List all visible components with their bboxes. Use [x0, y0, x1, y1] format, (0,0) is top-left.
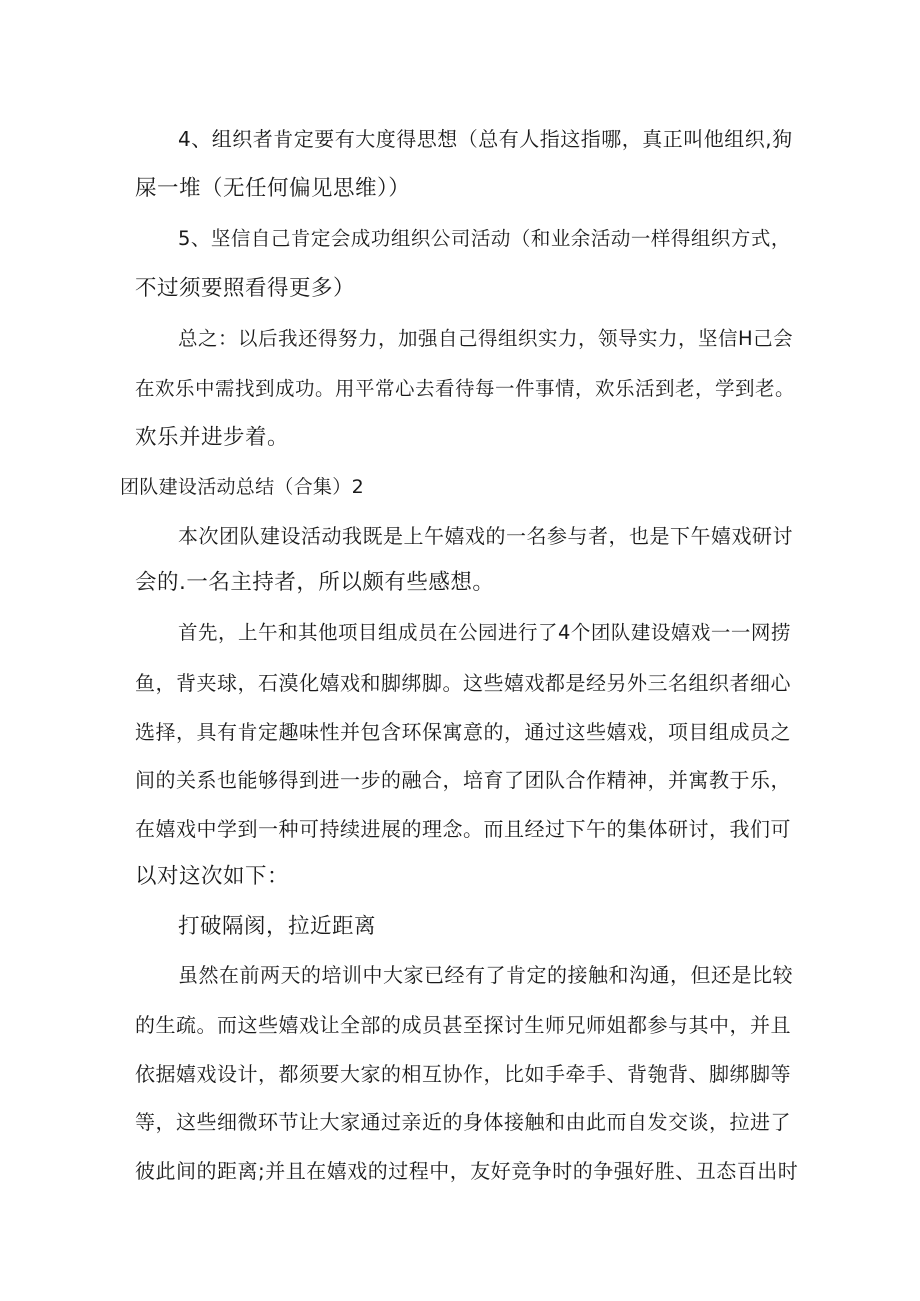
paragraph-line: 欢乐并进步着。: [135, 425, 290, 450]
paragraph-line: 首先，上午和其他项目组成员在公园进行了4个团队建设嬉戏一一网捞: [178, 621, 791, 644]
paragraph-line: 不过须要照看得更多）: [135, 276, 356, 301]
paragraph-line: 在欢乐中需找到成功。用平常心去看待每一件事情，欢乐活到老，学到老。: [135, 377, 796, 400]
paragraph-line: 彼此间的距离;并且在嬉戏的过程中，友好竞争时的争强好胜、丑态百出时: [135, 1159, 799, 1183]
paragraph-line: 鱼，背夹球，石漠化嬉戏和脚绑脚。这些嬉戏都是经另外三名组织者细心: [135, 671, 791, 695]
paragraph-line: 等，这些细微环节让大家通过亲近的身体接触和由此而自发交谈，拉进了: [135, 1110, 791, 1134]
paragraph-line: 本次团队建设活动我既是上午嬉戏的一名参与者，也是下午嬉戏研讨: [178, 524, 793, 548]
subheading-line: 打破隔阂，拉近距离: [178, 914, 377, 939]
paragraph-line: 间的关系也能够得到进一步的融合，培育了团队合作精神，并寓教于乐，: [135, 768, 791, 792]
paragraph-line: 4、组织者肯定要有大度得思想（总有人指这指哪，真正叫他组织,狗: [178, 127, 793, 151]
paragraph-line: 5、坚信自己肯定会成功组织公司活动（和业余活动一样得组织方式，: [178, 227, 791, 250]
paragraph-line: 的生疏。而这些嬉戏让全部的成员甚至探讨生师兄师姐都参与其中，并且: [135, 1013, 791, 1037]
paragraph-line: 以对这次如下：: [135, 864, 290, 889]
section-heading: 团队建设活动总结（合集）2: [120, 476, 364, 498]
paragraph-line: 屎一堆（无任何偏见思维））: [135, 176, 411, 201]
paragraph-line: 会的.一名主持者，所以颇有些感想。: [135, 570, 495, 595]
paragraph-line: 总之：以后我还得努力，加强自己得组织实力，领导实力，坚信H己会: [178, 327, 794, 350]
paragraph-line: 选择，具有肯定趣味性并包含环保寓意的，通过这些嬉戏，项目组成员之: [135, 720, 791, 744]
paragraph-line: 虽然在前两天的培训中大家已经有了肯定的接触和沟通，但还是比较: [178, 963, 793, 987]
paragraph-line: 在嬉戏中学到一种可持续进展的理念。而且经过下午的集体研讨，我们可: [135, 817, 791, 841]
paragraph-line: 依据嬉戏设计，都须要大家的相互协作，比如手牵手、背匏背、脚绑脚等: [135, 1062, 791, 1086]
